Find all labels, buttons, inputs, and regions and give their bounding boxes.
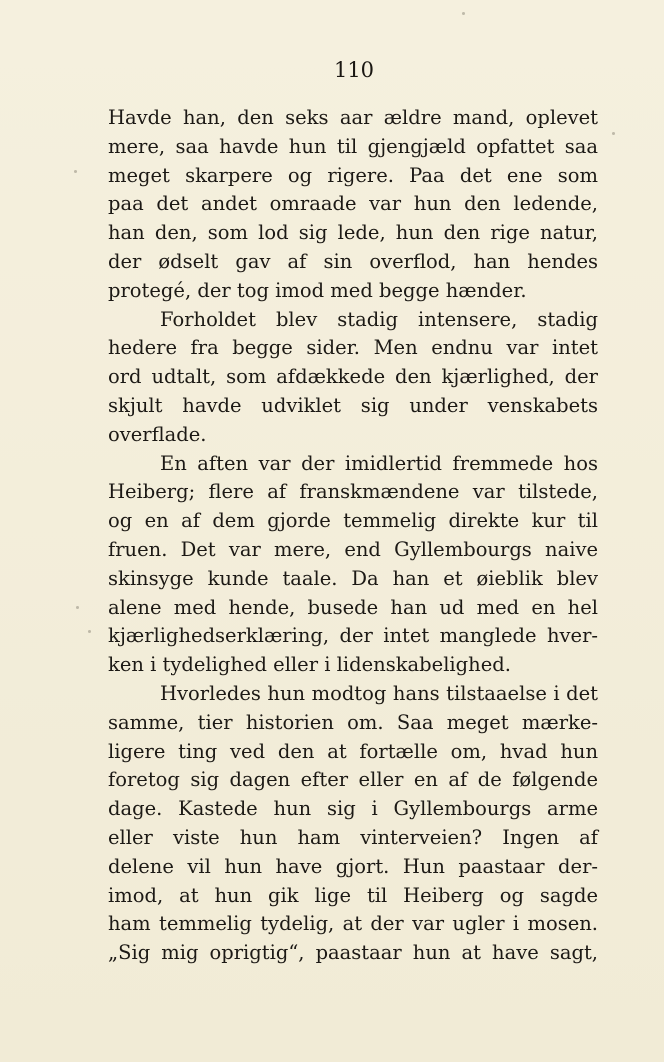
paper-speck xyxy=(462,12,465,15)
page-number: 110 xyxy=(333,58,375,82)
paper-speck xyxy=(74,170,77,173)
text-line: mere, saa havde hun til gjengjæld opfattet saa xyxy=(108,134,598,158)
text-line: samme, tier historien om. Saa meget mærke- xyxy=(108,710,598,734)
paper-speck xyxy=(88,630,91,633)
text-line: skinsyge kunde taale. Da han et øieblik blev xyxy=(108,566,598,590)
text-line: hedere fra begge sider. Men endnu var intet xyxy=(108,336,598,360)
text-line: En aften var der imidlertid fremmede hos xyxy=(160,451,598,475)
text-line: Forholdet blev stadig intensere, stadig xyxy=(160,307,598,331)
paper-speck xyxy=(612,132,615,135)
text-line: der ødselt gav af sin overflod, han hendes xyxy=(108,249,598,273)
text-line: imod, at hun gik lige til Heiberg og sagde xyxy=(108,883,598,907)
text-line: delene vil hun have gjort. Hun paastaar der- xyxy=(108,854,598,878)
text-line: paa det andet omraade var hun den ledende, xyxy=(108,192,598,216)
text-line: alene med hende, busede han ud med en hel xyxy=(108,595,598,619)
text-line: ham temmelig tydelig, at der var ugler i mosen. xyxy=(108,912,598,936)
text-line: eller viste hun ham vinterveien? Ingen af xyxy=(108,825,598,849)
text-line: Havde han, den seks aar ældre mand, oplevet xyxy=(108,106,598,129)
text-line: skjult havde udviklet sig under venskabets xyxy=(108,393,598,417)
text-line: han den, som lod sig lede, hun den rige natur, xyxy=(108,221,598,245)
text-line: Heiberg; flere af franskmændene var tilstede, xyxy=(108,480,598,504)
text-line: dage. Kastede hun sig i Gyllembourgs arme xyxy=(108,797,598,821)
text-line: Hvorledes hun modtog hans tilstaaelse i det xyxy=(160,681,598,705)
text-line: og en af dem gjorde temmelig direkte kur til xyxy=(108,509,598,533)
text-line: protegé, der tog imod med begge hænder. xyxy=(108,278,527,302)
text-line: overflade. xyxy=(108,422,207,446)
text-line: foretog sig dagen efter eller en af de følgende xyxy=(108,768,598,792)
text-line: meget skarpere og rigere. Paa det ene som xyxy=(108,163,598,187)
text-line: „Sig mig oprigtig“, paastaar hun at have sagt, xyxy=(108,941,598,965)
text-line: ord udtalt, som afdækkede den kjærlighed, der xyxy=(108,365,598,389)
text-line: ligere ting ved den at fortælle om, hvad hun xyxy=(108,739,598,763)
text-line: kjærlighedserklæring, der intet manglede hver- xyxy=(108,624,598,648)
body-text xyxy=(108,104,598,968)
text-line: ken i tydelighed eller i lidenskabelighed. xyxy=(108,653,511,677)
paper-speck xyxy=(76,606,79,609)
text-line: fruen. Det var mere, end Gyllembourgs naive xyxy=(108,537,598,561)
